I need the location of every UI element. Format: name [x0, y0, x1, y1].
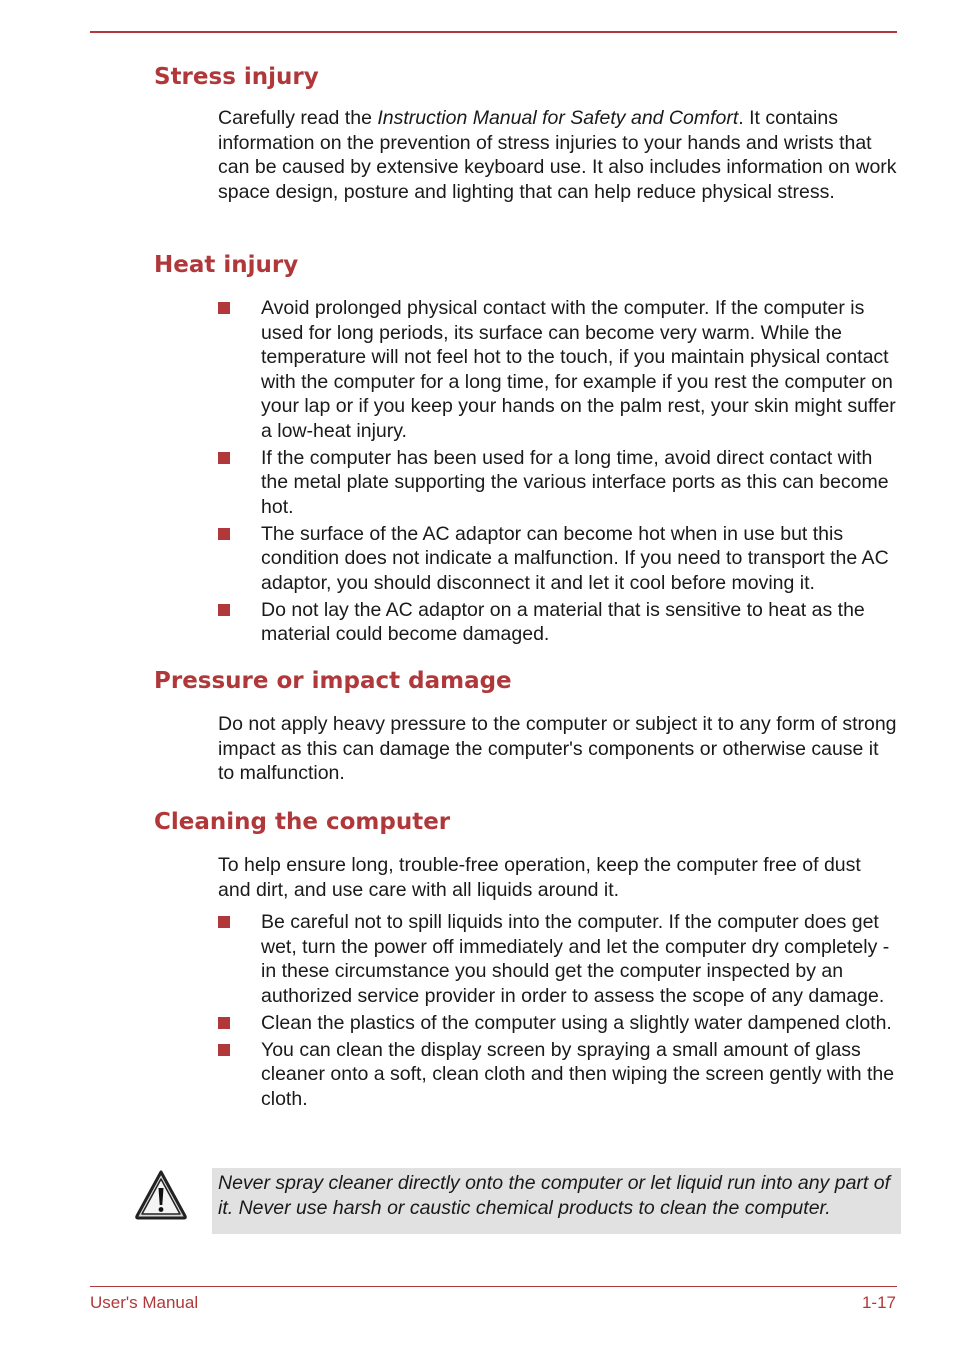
- list-item-text: The surface of the AC adaptor can become hot when in use but this condition does not indicate a malfunction. If you need to transport the AC adaptor, you should disconnect it and let it cool before moving it.: [261, 522, 889, 594]
- stress-text-post: . It contains information on the prevention of stress injuries to your hands and wrists that can be caused by extensive keyboard use. It also includes information on work space design, posture and lighting that can help reduce physical stress.: [218, 107, 897, 203]
- heat-bullet-list: [218, 296, 898, 649]
- square-bullet-icon: [218, 1044, 230, 1056]
- stress-text-pre: Carefully read the: [218, 107, 378, 129]
- square-bullet-icon: [218, 604, 230, 616]
- square-bullet-icon: [218, 916, 230, 928]
- list-item: [218, 910, 898, 1008]
- list-item: [218, 1011, 898, 1036]
- warning-triangle-icon: [134, 1169, 188, 1221]
- list-item: [218, 522, 898, 596]
- square-bullet-icon: [218, 302, 230, 314]
- manual-title: Instruction Manual for Safety and Comfort: [377, 107, 739, 129]
- square-bullet-icon: [218, 452, 230, 464]
- list-item-text: If the computer has been used for a long time, avoid direct contact with the metal plate supporting the various interface ports as this can become hot.: [261, 446, 889, 518]
- square-bullet-icon: [218, 528, 230, 540]
- list-item: [218, 296, 898, 443]
- pressure-paragraph: Do not apply heavy pressure to the computer or subject it to any form of strong impact as this can damage the computer's components or otherwise cause it to malfunction.: [218, 713, 897, 784]
- heading-heat-injury: Heat injury: [154, 252, 299, 278]
- list-item: [218, 446, 898, 520]
- stress-paragraph: [218, 106, 898, 204]
- footer-manual-title: User's Manual: [90, 1293, 199, 1312]
- heading-cleaning: Cleaning the computer: [154, 809, 451, 835]
- square-bullet-icon: [218, 1017, 230, 1029]
- list-item: [218, 598, 898, 647]
- heading-pressure-damage: Pressure or impact damage: [154, 668, 512, 694]
- list-item-text: Clean the plastics of the computer using a slightly water dampened cloth.: [261, 1011, 892, 1034]
- cleaning-bullet-list: [218, 910, 898, 1114]
- list-item-text: Avoid prolonged physical contact with the computer. If the computer is used for long periods, its surface can become very warm. While the temperature will not feel hot to the touch, if you maintain physical contact with the computer for a long time, for example if you rest the computer on your lap or if you keep your hands on the palm rest, your skin might suffer a low-heat injury.: [261, 297, 896, 442]
- heading-stress-injury: Stress injury: [154, 64, 319, 90]
- list-item: [218, 1038, 898, 1112]
- warning-note: Never spray cleaner directly onto the computer or let liquid run into any part of it. Never use harsh or caustic chemical products to clean the computer.: [212, 1168, 901, 1234]
- page-number: 1-17: [861, 1293, 896, 1312]
- list-item-text: Do not lay the AC adaptor on a material that is sensitive to heat as the material could become damaged.: [261, 598, 865, 645]
- footer-rule: [90, 1286, 897, 1287]
- list-item-text: Be careful not to spill liquids into the computer. If the computer does get wet, turn the power off immediately and let the computer dry completely - in these circumstance you should get the computer inspected by an authorized service provider in order to assess the scope of any damage.: [261, 911, 890, 1007]
- cleaning-paragraph: To help ensure long, trouble-free operation, keep the computer free of dust and dirt, and use care with all liquids around it.: [218, 854, 861, 901]
- header-rule: [90, 31, 897, 33]
- list-item-text: You can clean the display screen by spraying a small amount of glass cleaner onto a soft, clean cloth and then wiping the screen gently with the cloth.: [261, 1038, 895, 1110]
